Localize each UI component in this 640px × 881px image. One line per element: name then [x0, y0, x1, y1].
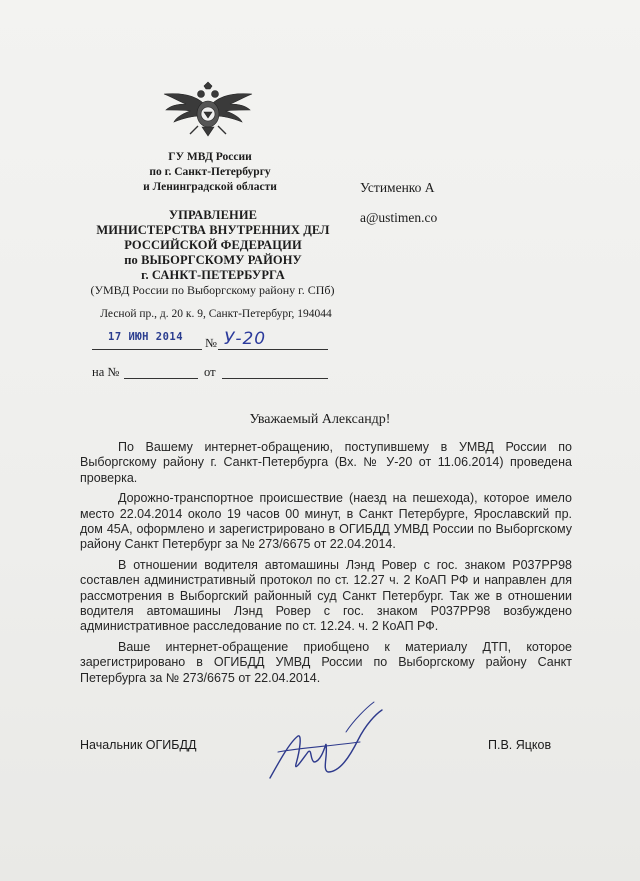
dept-address: Лесной пр., д. 20 к. 9, Санкт-Петербург, 194044 — [100, 308, 332, 320]
signatory-title: Начальник ОГИБДД — [80, 738, 197, 752]
reference-date-label: от — [204, 365, 216, 379]
recipient-email: a@ustimen.co — [360, 210, 438, 225]
number-line — [218, 349, 328, 350]
reference-number-line — [124, 378, 198, 379]
paragraph: Дорожно-транспортное происшествие (наезд на пешехода), которое имело место 22.04.2014 около 19 часов 00 минут, в Санкт Петербурге, Ярославский пр. дом 45А, оформлено и зарегистрировано в ОГИБДД УМВД России по Выборгскому району Санкт Петербург за № 273/6675 от 22.04.2014. — [80, 491, 572, 552]
paragraph: В отношении водителя автомашины Лэнд Ровер с гос. знаком Р037РР98 составлен административный протокол по ст. 12.27 ч. 2 КоАП РФ и направлен для рассмотрения в Выборгский районный суд Санкт Петербург. Так же в отношении водителя автомашины Лэнд Ровер с гос. знаком Р037РР98 возбуждено административное расследование по ст. 12.24. ч. 2 КоАП РФ. — [80, 557, 572, 634]
greeting: Уважаемый Александр! — [249, 412, 391, 427]
dept-line-1: УПРАВЛЕНИЕ — [168, 208, 258, 222]
reference-number-label: на № — [92, 365, 120, 379]
dept-line-2: МИНИСТЕРСТВА ВНУТРЕННИХ ДЕЛ — [96, 223, 330, 237]
number-prefix: № — [205, 336, 217, 350]
dept-line-3: РОССИЙСКОЙ ФЕДЕРАЦИИ — [124, 238, 302, 252]
letter-body — [80, 440, 572, 691]
agency-line-3: и Ленинградской области — [143, 181, 277, 193]
recipient-name: Устименко А — [360, 180, 435, 195]
outgoing-date-stamp: 17 ИЮН 2014 — [108, 331, 184, 343]
dept-line-4: по ВЫБОРГСКОМУ РАЙОНУ — [124, 253, 302, 267]
paragraph: По Вашему интернет-обращению, поступившему в УМВД России по Выборгскому району г. Санкт-Петербурга (Вх. № У-20 от 11.06.2014) проведена проверка. — [80, 440, 572, 485]
dept-line-5: г. САНКТ-ПЕТЕРБУРГА — [141, 268, 285, 282]
reference-date-line — [222, 378, 328, 379]
date-line — [92, 349, 202, 350]
dept-abbreviation: (УМВД России по Выборгскому району г. СПб) — [90, 283, 335, 297]
eagle-emblem-icon — [160, 78, 256, 140]
handwritten-signature — [250, 690, 400, 790]
outgoing-number: У-20 — [224, 329, 267, 349]
signatory-name: П.В. Яцков — [488, 738, 552, 752]
agency-line-1: ГУ МВД России — [168, 151, 252, 163]
paragraph: Ваше интернет-обращение приобщено к материалу ДТП, которое зарегистрировано в ОГИБДД УМВД России по Выборгскому району Санкт Петербурга за № 273/6675 от 22.04.2014. — [80, 639, 572, 685]
agency-line-2: по г. Санкт-Петербургу — [149, 166, 271, 178]
